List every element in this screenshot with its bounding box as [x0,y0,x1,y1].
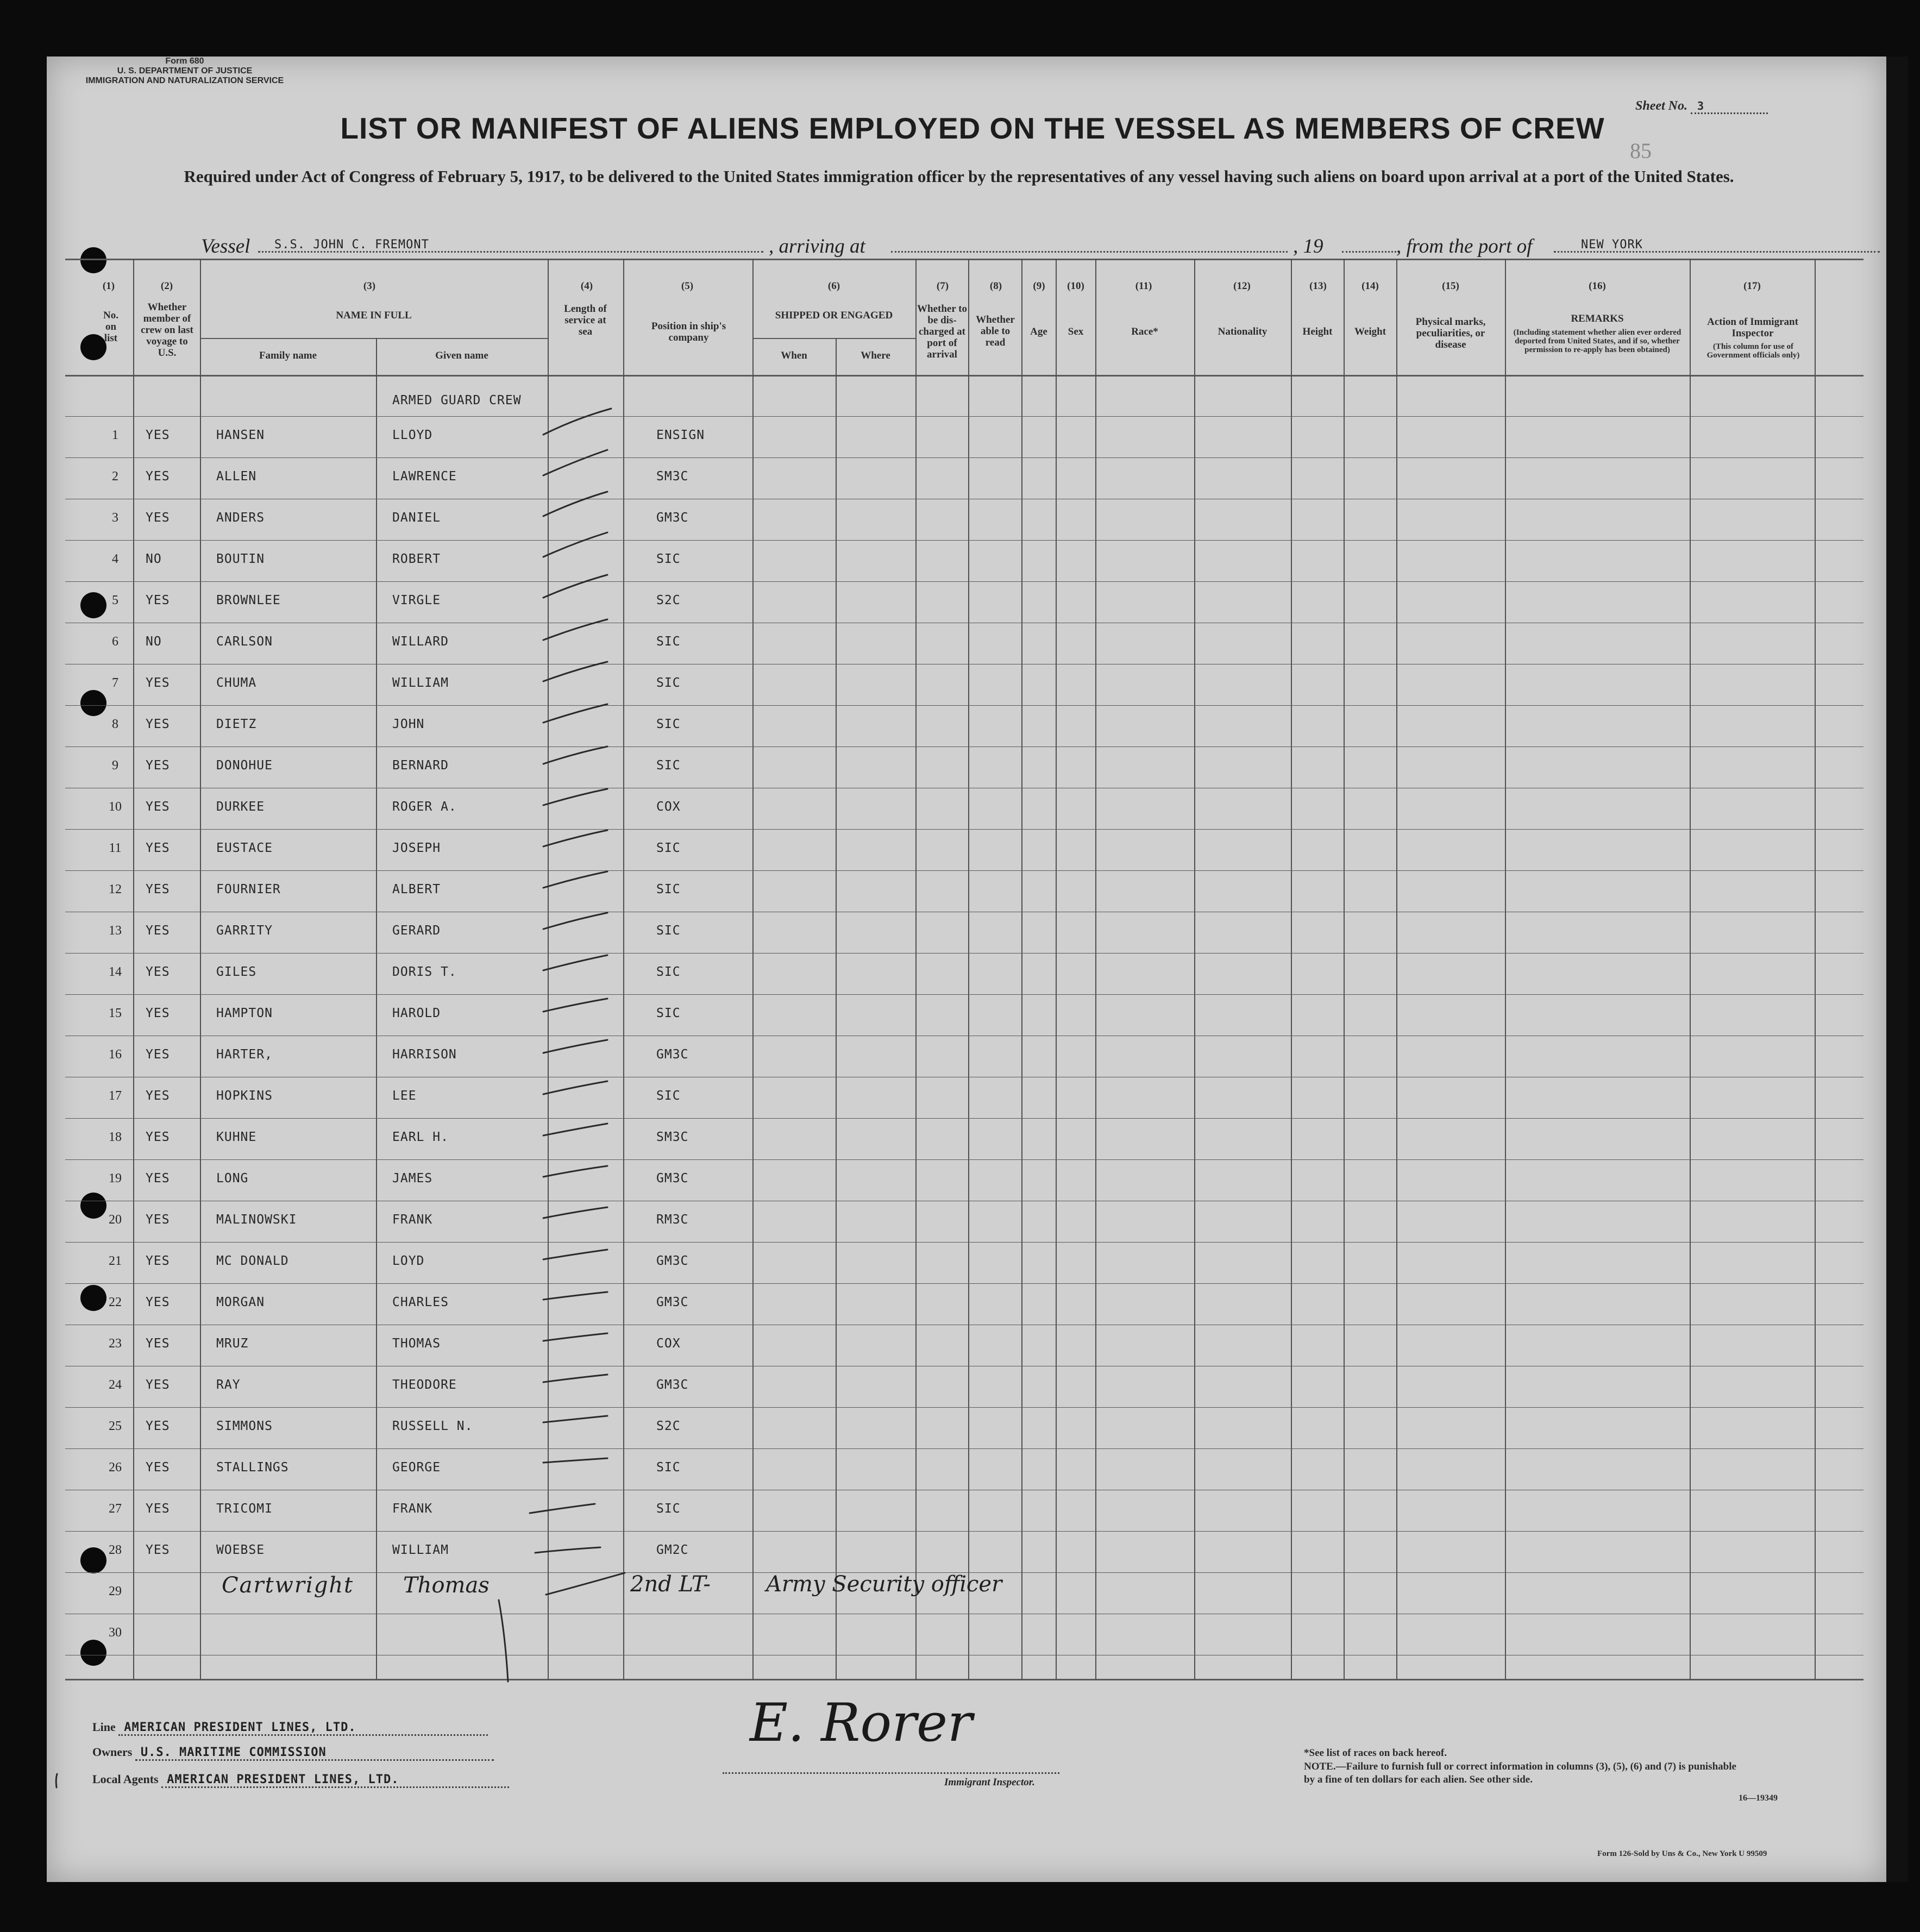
row-number: 25 [109,1419,122,1433]
previous-voyage-cell: YES [146,1502,170,1516]
handwritten-given-name: Thomas [403,1573,490,1598]
family-name-cell: MORGAN [216,1295,265,1309]
given-name-cell: JAMES [392,1171,433,1185]
position-cell: COX [656,1337,681,1351]
form-number: Form 680 [165,57,204,66]
previous-voyage-cell: YES [146,924,170,938]
footer-line [92,1720,488,1736]
footer-agents [92,1772,509,1788]
col-num-13: (13) [1309,280,1327,292]
owners-value: U.S. MARITIME COMMISSION [135,1746,494,1761]
previous-voyage-cell: YES [146,1460,170,1475]
family-name-cell: EUSTACE [216,841,273,855]
races-note: *See list of races on back hereof. [1304,1747,1447,1759]
col-header-where: Where [861,350,890,361]
previous-voyage-cell: YES [146,1171,170,1185]
family-name-cell: DURKEE [216,800,265,814]
col-num-5: (5) [681,280,694,292]
position-cell: SM3C [656,1130,689,1144]
previous-voyage-cell: YES [146,1378,170,1392]
previous-voyage-cell: YES [146,1419,170,1433]
row-number: 23 [109,1337,122,1351]
given-name-cell: VIRGLE [392,593,441,607]
col-header-remarks-note: (Including statement whether alien ever ordered deported from United States, and if so, whether permission to re-apply has been obtained) [1513,328,1681,354]
position-cell: SIC [656,841,681,855]
col-header-given-name: Given name [435,350,488,361]
family-name-cell: GILES [216,965,257,979]
col-header-physical-marks: Physical marks, peculiarities, or disease [1415,316,1486,350]
family-name-cell: MALINOWSKI [216,1213,297,1227]
col-header-position: Position in ship's company [651,321,726,343]
row-number: 2 [112,469,118,484]
given-name-cell: GERARD [392,924,441,938]
given-name-cell: LEE [392,1089,417,1103]
page-subtitle: Required under Act of Congress of February 5, 1917, to be delivered to the United States immigration officer by the representatives of any vessel having such aliens on board upon arrival at a port of the United States. [184,167,1734,186]
given-name-cell: JOHN [392,717,425,731]
col-header-previous-voyage: Whether member of crew on last voyage to U.S. [141,302,193,359]
row-number: 16 [109,1047,122,1062]
col-header-able-to-read: Whether able to read [976,314,1015,348]
family-name-cell: STALLINGS [216,1460,289,1475]
row-number: 12 [109,882,122,896]
position-cell: GM2C [656,1543,689,1557]
row-number: 30 [109,1626,122,1640]
arriving-label: , arriving at [769,235,865,258]
previous-voyage-cell: YES [146,593,170,607]
position-cell: SM3C [656,469,689,484]
given-name-cell: ALBERT [392,882,441,896]
previous-voyage-cell: YES [146,676,170,690]
position-cell: RM3C [656,1213,689,1227]
given-name-cell: WILLIAM [392,1543,449,1557]
department-name: U. S. DEPARTMENT OF JUSTICE [117,66,253,76]
family-name-cell: DIETZ [216,717,257,731]
form-code: 16—19349 [1739,1793,1778,1803]
row-number: 24 [109,1378,122,1392]
row-number: 17 [109,1089,122,1103]
family-name-cell: MRUZ [216,1337,249,1351]
previous-voyage-cell: YES [146,758,170,773]
col-header-when: When [781,350,807,361]
col-header-length-of-service: Length of service at sea [564,303,607,337]
previous-voyage-cell: YES [146,841,170,855]
position-cell: SIC [656,1502,681,1516]
position-cell: GM3C [656,1171,689,1185]
position-cell: S2C [656,593,681,607]
position-cell: GM3C [656,1047,689,1062]
family-name-cell: BROWNLEE [216,593,281,607]
row-number: 14 [109,965,122,979]
previous-voyage-cell: YES [146,1254,170,1268]
family-name-cell: ANDERS [216,511,265,525]
family-name-cell: RAY [216,1378,241,1392]
col-header-shipped-engaged: SHIPPED OR ENGAGED [775,310,893,321]
row-number: 15 [109,1006,122,1020]
family-name-cell: HANSEN [216,428,265,442]
col-num-14: (14) [1361,280,1379,292]
previous-voyage-cell: YES [146,1213,170,1227]
row-number: 8 [112,717,118,731]
family-name-cell: CARLSON [216,635,273,649]
col-num-12: (12) [1233,280,1251,292]
col-num-17: (17) [1743,280,1761,292]
position-cell: SIC [656,1460,681,1475]
given-name-cell: FRANK [392,1502,433,1516]
given-name-cell: EARL H. [392,1130,449,1144]
given-name-cell: ROBERT [392,552,441,566]
col-header-family-name: Family name [259,350,317,361]
previous-voyage-cell: YES [146,1047,170,1062]
owners-label: Owners [92,1745,133,1759]
previous-voyage-cell: YES [146,800,170,814]
col-header-weight: Weight [1354,326,1386,337]
previous-voyage-cell: YES [146,1337,170,1351]
row-number: 1 [112,428,118,442]
agents-label: Local Agents [92,1772,159,1786]
col-num-8: (8) [989,280,1002,292]
col-num-9: (9) [1033,280,1045,292]
col-header-sex: Sex [1068,326,1084,337]
agents-value: AMERICAN PRESIDENT LINES, LTD. [161,1773,509,1788]
page-title: LIST OR MANIFEST OF ALIENS EMPLOYED ON THE VESSEL AS MEMBERS OF CREW [340,111,1605,145]
printer-imprint: Form 126-Sold by Uns & Co., New York U 99509 [1597,1849,1767,1858]
row-number: 6 [112,635,118,649]
penalty-note: NOTE.—Failure to furnish full or correct information in columns (3), (5), (6) and (7) is punishable by a fine of ten dollars for each alien. See other side. [1304,1761,1736,1785]
row-number: 4 [112,552,118,566]
col-num-7: (7) [936,280,949,292]
position-cell: GM3C [656,511,689,525]
given-name-cell: LOYD [392,1254,425,1268]
position-cell: GM3C [656,1254,689,1268]
col-header-nationality: Nationality [1218,326,1268,337]
given-name-cell: ROGER A. [392,800,457,814]
vessel-label: Vessel [201,235,250,258]
position-cell: S2C [656,1419,681,1433]
given-name-cell: HAROLD [392,1006,441,1020]
position-cell: SIC [656,882,681,896]
row-number: 27 [109,1502,122,1516]
previous-voyage-cell: YES [146,1543,170,1557]
previous-voyage-cell: YES [146,1006,170,1020]
position-cell: SIC [656,758,681,773]
family-name-cell: LONG [216,1171,249,1185]
family-name-cell: BOUTIN [216,552,265,566]
signature-line [723,1772,1059,1774]
previous-voyage-cell: YES [146,1130,170,1144]
given-name-cell: LLOYD [392,428,433,442]
row-number: 13 [109,924,122,938]
family-name-cell: HOPKINS [216,1089,273,1103]
position-cell: COX [656,800,681,814]
handwritten-family-name: Cartwright [222,1573,354,1598]
row-number: 5 [112,593,118,607]
col-num-6: (6) [827,280,840,292]
family-name-cell: CHUMA [216,676,257,690]
col-header-no-on-list: No. on list [103,310,118,344]
row-number: 3 [112,511,118,525]
given-name-cell: DANIEL [392,511,441,525]
given-name-cell: FRANK [392,1213,433,1227]
col-header-discharged: Whether to be dis-charged at port of arrival [917,303,967,360]
given-name-cell: HARRISON [392,1047,457,1062]
given-name-cell: DORIS T. [392,965,457,979]
sheet-number-value: 3 [1691,99,1768,114]
line-label: Line [92,1720,116,1734]
previous-voyage-cell: YES [146,511,170,525]
vessel-name: S.S. JOHN C. FREMONT [274,238,429,252]
given-name-cell: RUSSELL N. [392,1419,473,1433]
given-name-cell: GEORGE [392,1460,441,1475]
from-port: NEW YORK [1581,238,1643,252]
col-num-15: (15) [1442,280,1459,292]
row-number: 11 [109,841,122,855]
row-number: 29 [109,1584,122,1598]
previous-voyage-cell: NO [146,635,162,649]
given-name-cell: THEODORE [392,1378,457,1392]
col-header-age: Age [1030,326,1047,337]
handwritten-position: 2nd LT- [630,1572,711,1597]
row-number: 22 [109,1295,122,1309]
pencil-page-note: 85 [1630,139,1652,163]
col-header-name-in-full: NAME IN FULL [336,310,412,321]
col-header-race: Race* [1131,326,1158,337]
row-number: 28 [109,1543,122,1557]
given-name-cell: BERNARD [392,758,449,773]
handwritten-remark: Army Security officer [766,1572,1002,1597]
col-num-1: (1) [102,280,115,292]
col-num-10: (10) [1067,280,1084,292]
col-num-3: (3) [363,280,376,292]
previous-voyage-cell: YES [146,965,170,979]
family-name-cell: DONOHUE [216,758,273,773]
position-cell: GM3C [656,1378,689,1392]
sheet-number-label: Sheet No. [1635,99,1687,113]
given-name-cell: WILLIAM [392,676,449,690]
inspector-signature: E. Rorer [750,1692,972,1753]
given-name-cell: CHARLES [392,1295,449,1309]
family-name-cell: KUHNE [216,1130,257,1144]
family-name-cell: HARTER, [216,1047,273,1062]
year-label: , 19 [1293,235,1323,258]
previous-voyage-cell: YES [146,1295,170,1309]
position-cell: GM3C [656,1295,689,1309]
given-name-cell: JOSEPH [392,841,441,855]
col-num-4: (4) [580,280,593,292]
family-name-cell: FOURNIER [216,882,281,896]
line-value: AMERICAN PRESIDENT LINES, LTD. [118,1721,488,1736]
col-num-2: (2) [160,280,173,292]
previous-voyage-cell: YES [146,469,170,484]
position-cell: SIC [656,552,681,566]
position-cell: SIC [656,1089,681,1103]
position-cell: SIC [656,924,681,938]
row-number: 9 [112,758,118,773]
previous-voyage-cell: YES [146,717,170,731]
previous-voyage-cell: YES [146,882,170,896]
previous-voyage-cell: YES [146,428,170,442]
col-num-11: (11) [1135,280,1152,292]
col-num-16: (16) [1589,280,1606,292]
previous-voyage-cell: NO [146,552,162,566]
family-name-cell: WOEBSE [216,1543,265,1557]
col-header-remarks: REMARKS [1571,313,1624,324]
position-cell: SIC [656,1006,681,1020]
col-header-inspector-note: (This column for use of Government officials only) [1706,342,1800,360]
family-name-cell: HAMPTON [216,1006,273,1020]
position-cell: SIC [656,717,681,731]
row-number: 18 [109,1130,122,1144]
col-header-height: Height [1302,326,1333,337]
row-number: 21 [109,1254,122,1268]
row-number: 19 [109,1171,122,1185]
family-name-cell: ALLEN [216,469,257,484]
given-name-cell: THOMAS [392,1337,441,1351]
family-name-cell: GARRITY [216,924,273,938]
position-cell: SIC [656,965,681,979]
group-label: ARMED GUARD CREW [392,393,522,407]
row-number: 10 [109,800,122,814]
family-name-cell: SIMMONS [216,1419,273,1433]
given-name-cell: LAWRENCE [392,469,457,484]
previous-voyage-cell: YES [146,1089,170,1103]
family-name-cell: TRICOMI [216,1502,273,1516]
given-name-cell: WILLARD [392,635,449,649]
position-cell: SIC [656,635,681,649]
from-port-label: , from the port of [1396,235,1533,258]
family-name-cell: MC DONALD [216,1254,289,1268]
service-name: IMMIGRATION AND NATURALIZATION SERVICE [85,76,284,85]
col-header-inspector-action: Action of Immigrant Inspector [1707,316,1798,339]
row-number: 20 [109,1213,122,1227]
position-cell: ENSIGN [656,428,705,442]
footer-owners [92,1745,494,1761]
position-cell: SIC [656,676,681,690]
inspector-label: Immigrant Inspector. [944,1777,1035,1788]
row-number: 26 [109,1460,122,1475]
row-number: 7 [112,676,118,690]
